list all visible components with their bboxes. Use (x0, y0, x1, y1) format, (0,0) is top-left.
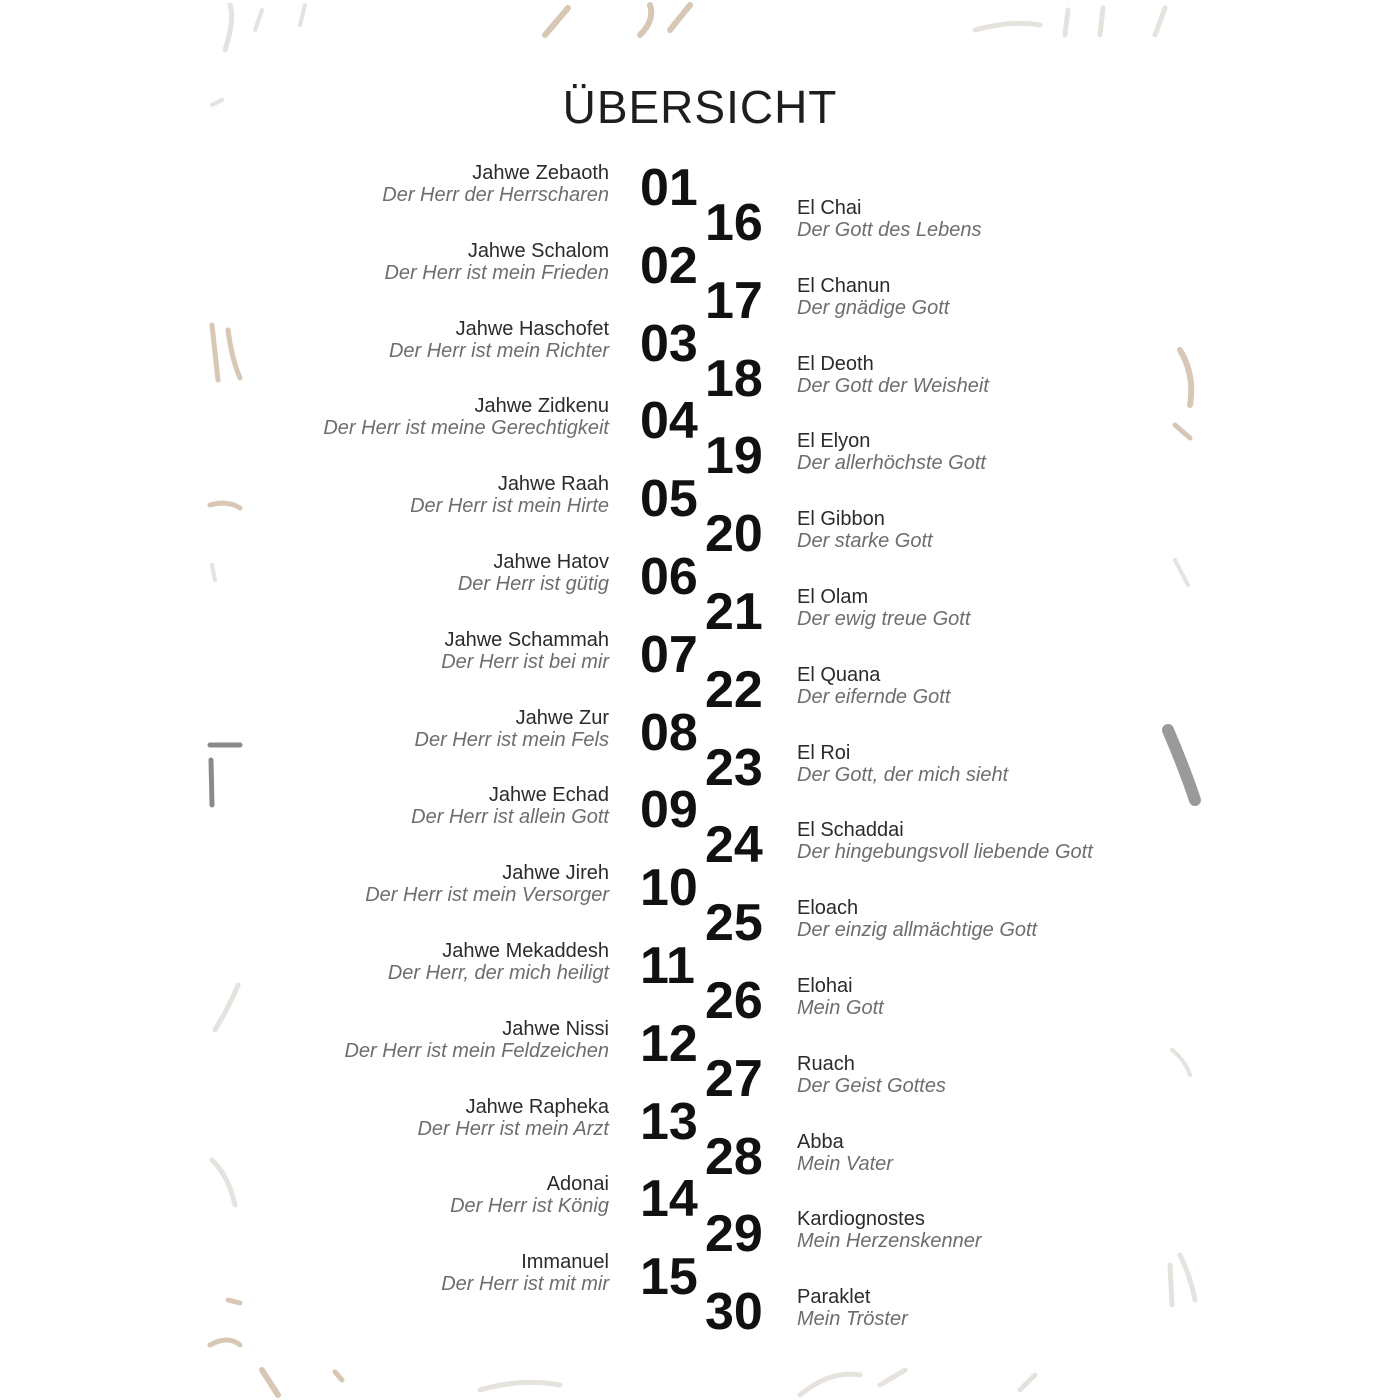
entry-number: 09 (640, 781, 698, 840)
deco-stroke (211, 760, 212, 805)
divine-name: Jahwe Zebaoth (472, 162, 609, 184)
deco-stroke (1155, 8, 1165, 35)
divine-name: El Roi (797, 741, 851, 764)
name-meaning: Mein Tröster (797, 1308, 908, 1331)
deco-stroke (255, 10, 262, 30)
name-meaning: Der Gott, der mich sieht (797, 763, 1009, 786)
name-meaning: Mein Vater (797, 1152, 893, 1175)
name-meaning: Der einzig allmächtige Gott (797, 919, 1038, 942)
name-meaning: Der Herr ist König (450, 1195, 609, 1218)
overview-entry (450, 1173, 609, 1217)
divine-name: Jahwe Jireh (502, 862, 609, 885)
overview-entry (797, 664, 950, 708)
divine-name: Jahwe Echad (488, 784, 609, 807)
deco-stroke (212, 325, 218, 380)
name-meaning: Der Herr ist mein Richter (388, 339, 609, 362)
divine-name: Jahwe Rapheka (465, 1095, 609, 1118)
overview-entry (797, 742, 1008, 786)
deco-stroke (880, 1370, 905, 1385)
divine-name: Kardiognostes (797, 1208, 925, 1231)
entry-number: 24 (705, 816, 763, 875)
name-meaning: Der Herr ist mein Fels (414, 728, 609, 751)
divine-name: Jahwe Mekaddesh (442, 940, 609, 962)
name-meaning: Der Herr ist allein Gott (411, 806, 609, 829)
deco-stroke (640, 5, 651, 35)
entry-number: 12 (640, 1014, 698, 1073)
deco-stroke (1020, 1375, 1035, 1390)
deco-stroke (215, 985, 238, 1030)
overview-entry (797, 430, 986, 474)
deco-stroke (545, 8, 568, 35)
divine-name: Abba (797, 1130, 844, 1153)
overview-entry (410, 473, 609, 517)
divine-name: Jahwe Raah (497, 473, 609, 496)
divine-name: El Olam (797, 586, 869, 608)
overview-entry (797, 353, 989, 397)
divine-name: El Elyon (797, 430, 871, 453)
overview-entry (417, 1096, 609, 1140)
divine-name: El Gibbon (797, 508, 885, 531)
entry-number: 14 (640, 1170, 698, 1229)
overview-entry (797, 275, 949, 319)
name-meaning: Der Gott der Weisheit (797, 374, 989, 397)
deco-stroke (1170, 1265, 1172, 1305)
divine-name: El Deoth (797, 352, 874, 375)
overview-entry (797, 1131, 893, 1175)
overview-entry (458, 551, 609, 595)
overview-entry (344, 1018, 609, 1062)
divine-name: Jahwe Schammah (444, 628, 609, 651)
deco-stroke (670, 5, 690, 30)
entry-number: 28 (705, 1127, 763, 1186)
entry-number: 23 (705, 738, 763, 797)
name-meaning: Der Herr, der mich heiligt (387, 962, 609, 984)
deco-stroke (1168, 730, 1195, 800)
overview-entry (389, 318, 609, 362)
divine-name: Adonai (546, 1173, 609, 1196)
name-meaning: Der Herr ist meine Gerechtigkeit (323, 417, 609, 440)
entry-number: 01 (640, 159, 698, 217)
deco-stroke (1175, 425, 1190, 438)
entry-number: 27 (705, 1049, 763, 1108)
divine-name: El Schaddai (797, 819, 904, 842)
entry-number: 26 (705, 972, 763, 1030)
overview-entry (797, 508, 933, 552)
name-meaning: Der Gott des Lebens (797, 219, 982, 241)
overview-entry (797, 819, 1093, 863)
name-meaning: Der Herr ist mein Frieden (384, 261, 609, 284)
divine-name: Jahwe Hatov (493, 551, 609, 573)
entry-number: 05 (640, 470, 698, 529)
name-meaning: Mein Gott (797, 997, 884, 1019)
divine-name: El Chanun (797, 274, 891, 297)
overview-entry (441, 1251, 609, 1295)
entry-number: 03 (640, 314, 698, 373)
deco-stroke (300, 5, 305, 25)
name-meaning: Der Herr ist mein Versorger (365, 884, 609, 907)
deco-stroke (212, 1160, 235, 1205)
entry-number: 30 (705, 1283, 763, 1342)
entry-number: 17 (705, 271, 763, 330)
deco-stroke (225, 5, 232, 50)
overview-entry (797, 197, 982, 241)
deco-stroke (212, 565, 215, 580)
name-meaning: Der Herr ist bei mir (441, 650, 609, 673)
entry-number: 11 (640, 937, 695, 995)
entry-number: 08 (640, 703, 698, 762)
divine-name: El Chai (797, 197, 862, 219)
divine-name: Paraklet (797, 1286, 871, 1309)
deco-stroke (262, 1370, 278, 1395)
overview-entry (797, 975, 884, 1019)
divine-name: Jahwe Schalom (467, 239, 609, 262)
entry-number: 29 (705, 1205, 763, 1264)
overview-entry (415, 707, 609, 751)
deco-stroke (1172, 1050, 1190, 1075)
overview-entry (384, 240, 609, 284)
name-meaning: Der hingebungsvoll liebende Gott (797, 841, 1093, 864)
entry-number: 07 (640, 625, 698, 684)
overview-entry (441, 629, 609, 673)
divine-name: Immanuel (521, 1251, 609, 1274)
entry-number: 21 (705, 583, 763, 641)
deco-stroke (1180, 350, 1191, 405)
overview-entry (797, 897, 1037, 941)
entry-number: 04 (640, 392, 698, 451)
deco-stroke (210, 503, 240, 508)
entry-number: 13 (640, 1092, 698, 1151)
name-meaning: Der Herr ist gütig (457, 573, 609, 595)
divine-name: Ruach (797, 1052, 855, 1075)
name-meaning: Der Herr ist mein Arzt (417, 1117, 609, 1140)
entry-number: 15 (640, 1248, 698, 1307)
deco-stroke (800, 1374, 860, 1395)
divine-name: Jahwe Nissi (502, 1017, 609, 1040)
overview-entry (797, 1053, 946, 1097)
entry-number: 18 (705, 349, 763, 408)
divine-name: El Quana (797, 663, 881, 686)
entry-number: 06 (640, 548, 698, 606)
deco-stroke (480, 1382, 560, 1390)
overview-entry (797, 1286, 908, 1330)
name-meaning: Der starke Gott (797, 530, 933, 553)
divine-name: Jahwe Zur (515, 706, 609, 729)
overview-entry (365, 862, 609, 906)
divine-name: Elohai (797, 975, 853, 997)
deco-stroke (1175, 560, 1188, 585)
entry-number: 10 (640, 859, 698, 918)
name-meaning: Der Geist Gottes (797, 1074, 946, 1097)
divine-name: Jahwe Haschofet (455, 317, 609, 340)
deco-stroke (228, 330, 240, 378)
entry-number: 20 (705, 505, 763, 564)
deco-stroke (228, 1300, 240, 1303)
overview-entry (382, 162, 609, 206)
entry-number: 25 (705, 894, 763, 953)
deco-stroke (210, 1340, 240, 1345)
overview-entry (323, 395, 609, 439)
deco-stroke (335, 1372, 342, 1380)
deco-stroke (1180, 1255, 1195, 1300)
name-meaning: Mein Herzenskenner (797, 1230, 982, 1253)
name-meaning: Der Herr der Herrscharen (382, 184, 609, 206)
name-meaning: Der allerhöchste Gott (797, 452, 986, 475)
divine-name: Eloach (797, 897, 859, 920)
deco-stroke (1065, 10, 1068, 35)
name-meaning: Der Herr ist mein Hirte (410, 495, 609, 518)
name-meaning: Der Herr ist mein Feldzeichen (344, 1039, 609, 1062)
name-meaning: Der ewig treue Gott (797, 608, 971, 630)
overview-entry (797, 586, 970, 630)
page-title: ÜBERSICHT (562, 81, 838, 133)
name-meaning: Der eifernde Gott (797, 685, 951, 708)
name-meaning: Der Herr ist mit mir (441, 1273, 609, 1296)
overview-entry (411, 784, 609, 828)
deco-stroke (975, 23, 1040, 30)
entry-number: 19 (705, 427, 763, 486)
name-meaning: Der gnädige Gott (797, 296, 950, 319)
entry-number: 16 (705, 194, 763, 252)
entry-number: 02 (640, 236, 698, 295)
deco-stroke (1100, 8, 1103, 35)
divine-name: Jahwe Zidkenu (474, 395, 609, 418)
entry-number: 22 (705, 660, 763, 719)
overview-entry (388, 940, 609, 984)
overview-entry (797, 1208, 982, 1252)
